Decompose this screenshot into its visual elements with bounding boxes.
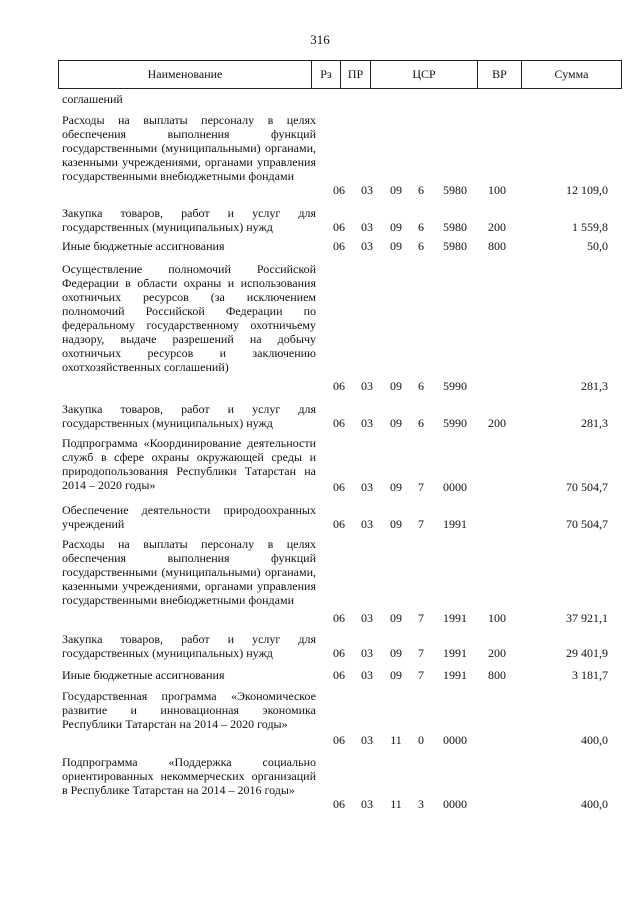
row-vr: 800 xyxy=(488,668,506,682)
row-sum: 50,0 xyxy=(587,239,608,253)
row-name: Подпрограмма «Координирование деятельности служб в сфере охраны окружающей среды и природопользования Республики Татарстан на 2014 – 2020 годы» xyxy=(62,436,316,492)
row-rz: 06 xyxy=(333,517,345,531)
row-name: Закупка товаров, работ и услуг для государственных (муниципальных) нужд xyxy=(62,206,316,234)
row-vr: 800 xyxy=(488,239,506,253)
row-csr-program: 09 xyxy=(390,646,402,660)
row-name: Подпрограмма «Поддержка социально ориентированных некоммерческих организаций в Республике Татарстан на 2014 – 2016 годы» xyxy=(62,755,316,797)
row-csr-direction: 0000 xyxy=(443,797,467,811)
row-csr-subprogram: 3 xyxy=(418,797,424,811)
row-vr: 200 xyxy=(488,416,506,430)
row-sum: 400,0 xyxy=(581,733,608,747)
row-csr-direction: 0000 xyxy=(443,480,467,494)
row-rz: 06 xyxy=(333,480,345,494)
row-name: соглашений xyxy=(62,92,123,106)
row-sum: 12 109,0 xyxy=(566,183,608,197)
row-pr: 03 xyxy=(361,183,373,197)
row-name: Закупка товаров, работ и услуг для государственных (муниципальных) нужд xyxy=(62,402,316,430)
table-header xyxy=(58,60,622,89)
header-rz: Рз xyxy=(312,61,341,88)
row-csr-program: 09 xyxy=(390,668,402,682)
row-vr: 200 xyxy=(488,220,506,234)
header-pr: ПР xyxy=(341,61,371,88)
row-csr-program: 09 xyxy=(390,379,402,393)
row-csr-direction: 5990 xyxy=(443,416,467,430)
header-vr: ВР xyxy=(478,61,522,88)
row-name: Государственная программа «Экономическое развитие и инновационная экономика Республики Татарстан на 2014 – 2020 годы» xyxy=(62,689,316,731)
row-pr: 03 xyxy=(361,416,373,430)
row-csr-direction: 5980 xyxy=(443,239,467,253)
row-csr-program: 09 xyxy=(390,416,402,430)
row-csr-subprogram: 6 xyxy=(418,220,424,234)
row-csr-direction: 5980 xyxy=(443,220,467,234)
row-pr: 03 xyxy=(361,668,373,682)
row-name: Обеспечение деятельности природоохранных учреждений xyxy=(62,503,316,531)
row-name: Осуществление полномочий Российской Федерации в области охраны и использования охотничьих ресурсов (за исключением полномочий Российской Федерации по федеральному государственному охотничьему надзору, выдаче разрешений на добычу охотничьих ресурсов и заключению охотхозяйственных соглашений) xyxy=(62,262,316,374)
row-name: Расходы на выплаты персоналу в целях обеспечения выполнения функций государственными (муниципальными) органами, казенными учреждениями, органами управления государственными внебюджетными фондами xyxy=(62,113,316,183)
row-csr-subprogram: 6 xyxy=(418,416,424,430)
row-csr-program: 11 xyxy=(390,797,402,811)
row-name: Закупка товаров, работ и услуг для государственных (муниципальных) нужд xyxy=(62,632,316,660)
row-csr-subprogram: 7 xyxy=(418,611,424,625)
row-name: Иные бюджетные ассигнования xyxy=(62,239,225,253)
row-csr-direction: 1991 xyxy=(443,611,467,625)
header-csr: ЦСР xyxy=(371,61,478,88)
row-pr: 03 xyxy=(361,646,373,660)
row-csr-direction: 1991 xyxy=(443,668,467,682)
row-name: Иные бюджетные ассигнования xyxy=(62,668,225,682)
row-sum: 1 559,8 xyxy=(572,220,608,234)
row-csr-direction: 5980 xyxy=(443,183,467,197)
row-rz: 06 xyxy=(333,220,345,234)
row-vr: 200 xyxy=(488,646,506,660)
row-csr-direction: 1991 xyxy=(443,646,467,660)
row-csr-program: 11 xyxy=(390,733,402,747)
header-name: Наименование xyxy=(59,61,312,88)
row-pr: 03 xyxy=(361,517,373,531)
row-csr-subprogram: 7 xyxy=(418,517,424,531)
row-csr-program: 09 xyxy=(390,611,402,625)
row-rz: 06 xyxy=(333,646,345,660)
row-csr-subprogram: 7 xyxy=(418,668,424,682)
row-csr-subprogram: 7 xyxy=(418,646,424,660)
row-csr-program: 09 xyxy=(390,183,402,197)
row-csr-subprogram: 6 xyxy=(418,379,424,393)
row-csr-direction: 0000 xyxy=(443,733,467,747)
row-rz: 06 xyxy=(333,668,345,682)
row-csr-subprogram: 6 xyxy=(418,183,424,197)
row-csr-program: 09 xyxy=(390,220,402,234)
row-csr-subprogram: 6 xyxy=(418,239,424,253)
row-csr-direction: 1991 xyxy=(443,517,467,531)
row-sum: 37 921,1 xyxy=(566,611,608,625)
row-sum: 281,3 xyxy=(581,416,608,430)
row-csr-program: 09 xyxy=(390,480,402,494)
page-number: 316 xyxy=(310,32,330,47)
row-csr-direction: 5990 xyxy=(443,379,467,393)
row-pr: 03 xyxy=(361,480,373,494)
row-pr: 03 xyxy=(361,239,373,253)
row-pr: 03 xyxy=(361,733,373,747)
header-sum: Сумма xyxy=(554,67,589,81)
row-sum: 70 504,7 xyxy=(566,480,608,494)
row-csr-program: 09 xyxy=(390,239,402,253)
row-pr: 03 xyxy=(361,797,373,811)
row-rz: 06 xyxy=(333,379,345,393)
row-sum: 400,0 xyxy=(581,797,608,811)
row-pr: 03 xyxy=(361,611,373,625)
row-rz: 06 xyxy=(333,611,345,625)
row-sum: 281,3 xyxy=(581,379,608,393)
row-rz: 06 xyxy=(333,797,345,811)
row-pr: 03 xyxy=(361,220,373,234)
row-vr: 100 xyxy=(488,611,506,625)
row-csr-subprogram: 7 xyxy=(418,480,424,494)
row-rz: 06 xyxy=(333,239,345,253)
row-rz: 06 xyxy=(333,733,345,747)
row-sum: 29 401,9 xyxy=(566,646,608,660)
row-csr-subprogram: 0 xyxy=(418,733,424,747)
row-sum: 70 504,7 xyxy=(566,517,608,531)
row-sum: 3 181,7 xyxy=(572,668,608,682)
row-rz: 06 xyxy=(333,183,345,197)
row-rz: 06 xyxy=(333,416,345,430)
row-name: Расходы на выплаты персоналу в целях обеспечения выполнения функций государственными (муниципальными) органами, казенными учреждениями, органами управления государственными внебюджетными фондами xyxy=(62,537,316,607)
row-csr-program: 09 xyxy=(390,517,402,531)
row-vr: 100 xyxy=(488,183,506,197)
row-pr: 03 xyxy=(361,379,373,393)
